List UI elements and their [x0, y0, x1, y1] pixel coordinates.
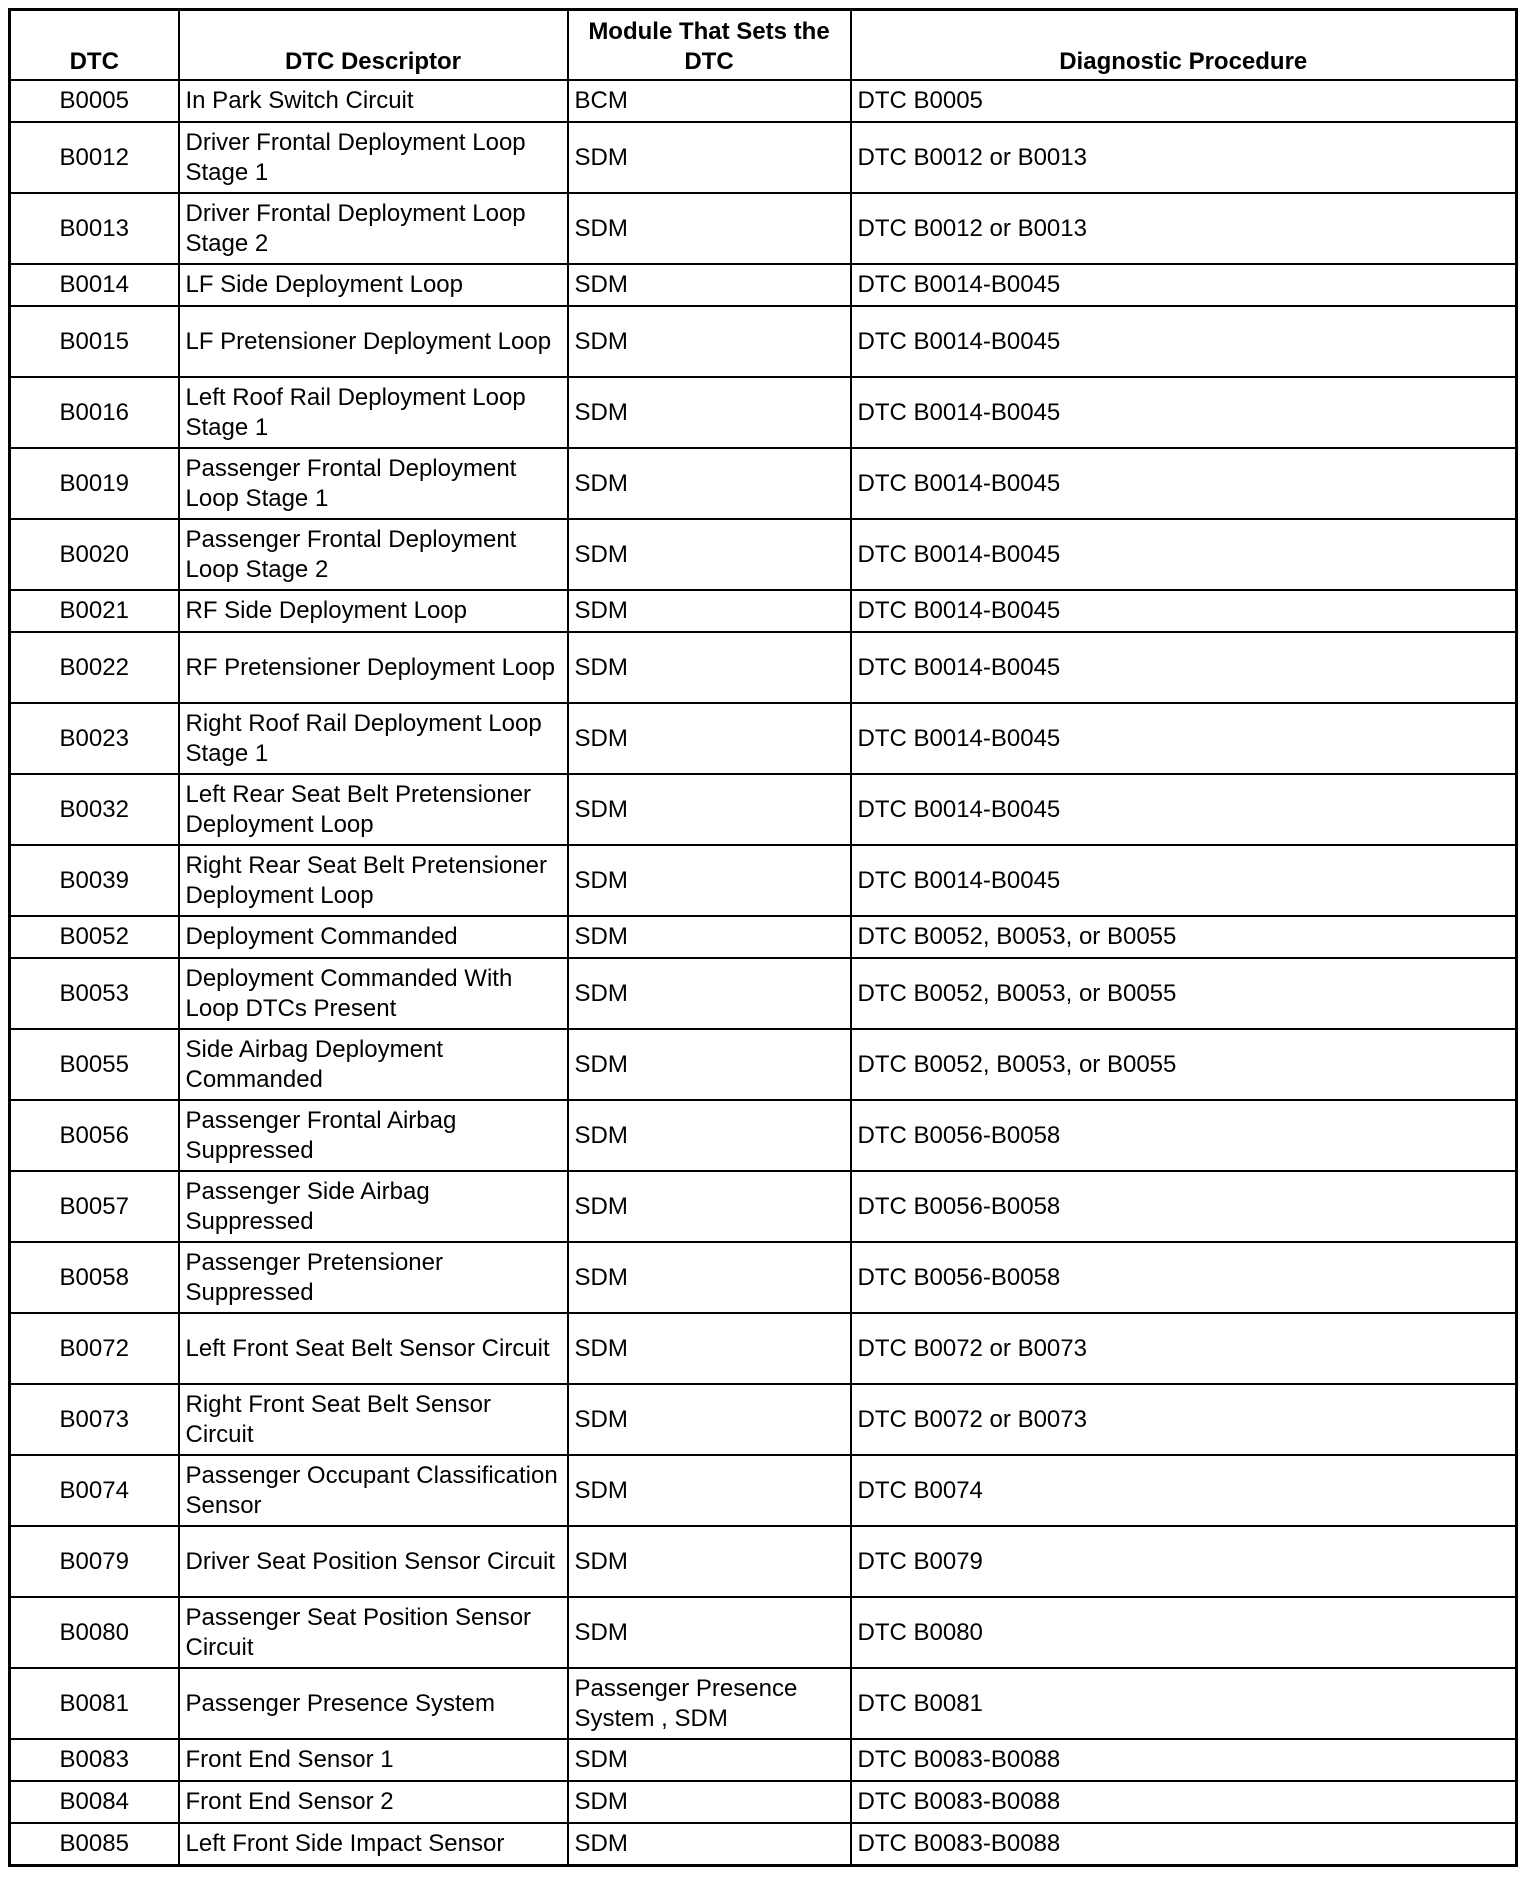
dtc-cell: B0012 [10, 122, 179, 193]
procedure-cell: DTC B0052, B0053, or B0055 [851, 1029, 1517, 1100]
module-cell: Passenger Presence System , SDM [568, 1668, 851, 1739]
descriptor-cell: Passenger Presence System [179, 1668, 568, 1739]
descriptor-cell: Passenger Frontal Deployment Loop Stage 2 [179, 519, 568, 590]
descriptor-cell: Side Airbag Deployment Commanded [179, 1029, 568, 1100]
table-row [10, 958, 1517, 1029]
header-procedure: Diagnostic Procedure [851, 10, 1517, 81]
dtc-table [8, 8, 1518, 1867]
table-row [10, 80, 1517, 122]
table-row [10, 1100, 1517, 1171]
module-cell: SDM [568, 703, 851, 774]
module-cell: SDM [568, 774, 851, 845]
procedure-cell: DTC B0083-B0088 [851, 1781, 1517, 1823]
module-cell: SDM [568, 377, 851, 448]
table-row [10, 1171, 1517, 1242]
procedure-cell: DTC B0083-B0088 [851, 1823, 1517, 1866]
module-cell: SDM [568, 1029, 851, 1100]
procedure-cell: DTC B0012 or B0013 [851, 122, 1517, 193]
procedure-cell: DTC B0014-B0045 [851, 703, 1517, 774]
module-cell: SDM [568, 122, 851, 193]
dtc-cell: B0052 [10, 916, 179, 958]
procedure-cell: DTC B0072 or B0073 [851, 1384, 1517, 1455]
procedure-cell: DTC B0014-B0045 [851, 774, 1517, 845]
table-row [10, 1313, 1517, 1384]
header-dtc: DTC [10, 10, 179, 81]
descriptor-cell: LF Side Deployment Loop [179, 264, 568, 306]
descriptor-cell: Front End Sensor 2 [179, 1781, 568, 1823]
descriptor-cell: Right Roof Rail Deployment Loop Stage 1 [179, 703, 568, 774]
procedure-cell: DTC B0014-B0045 [851, 845, 1517, 916]
dtc-cell: B0023 [10, 703, 179, 774]
procedure-cell: DTC B0014-B0045 [851, 590, 1517, 632]
dtc-cell: B0085 [10, 1823, 179, 1866]
table-row [10, 590, 1517, 632]
procedure-cell: DTC B0052, B0053, or B0055 [851, 958, 1517, 1029]
descriptor-cell: Left Front Side Impact Sensor [179, 1823, 568, 1866]
procedure-cell: DTC B0052, B0053, or B0055 [851, 916, 1517, 958]
descriptor-cell: Left Front Seat Belt Sensor Circuit [179, 1313, 568, 1384]
module-cell: SDM [568, 1313, 851, 1384]
dtc-cell: B0014 [10, 264, 179, 306]
descriptor-cell: Driver Frontal Deployment Loop Stage 2 [179, 193, 568, 264]
table-row [10, 1823, 1517, 1866]
table-row [10, 122, 1517, 193]
table-row [10, 1455, 1517, 1526]
module-cell: SDM [568, 193, 851, 264]
descriptor-cell: Driver Seat Position Sensor Circuit [179, 1526, 568, 1597]
header-row [10, 10, 1517, 81]
table-row [10, 632, 1517, 703]
dtc-cell: B0005 [10, 80, 179, 122]
module-cell: SDM [568, 1242, 851, 1313]
descriptor-cell: Driver Frontal Deployment Loop Stage 1 [179, 122, 568, 193]
dtc-cell: B0080 [10, 1597, 179, 1668]
procedure-cell: DTC B0014-B0045 [851, 632, 1517, 703]
dtc-cell: B0058 [10, 1242, 179, 1313]
procedure-cell: DTC B0072 or B0073 [851, 1313, 1517, 1384]
dtc-cell: B0081 [10, 1668, 179, 1739]
dtc-cell: B0053 [10, 958, 179, 1029]
table-row [10, 774, 1517, 845]
dtc-cell: B0013 [10, 193, 179, 264]
module-cell: SDM [568, 1526, 851, 1597]
dtc-cell: B0079 [10, 1526, 179, 1597]
module-cell: SDM [568, 632, 851, 703]
procedure-cell: DTC B0056-B0058 [851, 1242, 1517, 1313]
dtc-cell: B0022 [10, 632, 179, 703]
module-cell: SDM [568, 590, 851, 632]
procedure-cell: DTC B0014-B0045 [851, 306, 1517, 377]
procedure-cell: DTC B0014-B0045 [851, 264, 1517, 306]
table-row [10, 916, 1517, 958]
table-row [10, 264, 1517, 306]
table-row [10, 306, 1517, 377]
table-row [10, 1739, 1517, 1781]
dtc-cell: B0020 [10, 519, 179, 590]
module-cell: SDM [568, 1597, 851, 1668]
procedure-cell: DTC B0014-B0045 [851, 519, 1517, 590]
table-row [10, 845, 1517, 916]
dtc-cell: B0032 [10, 774, 179, 845]
table-row [10, 1526, 1517, 1597]
dtc-cell: B0019 [10, 448, 179, 519]
procedure-cell: DTC B0014-B0045 [851, 377, 1517, 448]
module-cell: SDM [568, 448, 851, 519]
module-cell: SDM [568, 1781, 851, 1823]
descriptor-cell: Passenger Pretensioner Suppressed [179, 1242, 568, 1313]
module-cell: SDM [568, 306, 851, 377]
descriptor-cell: Right Front Seat Belt Sensor Circuit [179, 1384, 568, 1455]
table-row [10, 519, 1517, 590]
table-row [10, 448, 1517, 519]
procedure-cell: DTC B0056-B0058 [851, 1171, 1517, 1242]
dtc-cell: B0072 [10, 1313, 179, 1384]
descriptor-cell: Left Roof Rail Deployment Loop Stage 1 [179, 377, 568, 448]
module-cell: SDM [568, 1823, 851, 1866]
descriptor-cell: Passenger Occupant Classification Sensor [179, 1455, 568, 1526]
module-cell: SDM [568, 519, 851, 590]
descriptor-cell: Left Rear Seat Belt Pretensioner Deployment Loop [179, 774, 568, 845]
dtc-cell: B0084 [10, 1781, 179, 1823]
dtc-cell: B0056 [10, 1100, 179, 1171]
table-row [10, 1781, 1517, 1823]
descriptor-cell: LF Pretensioner Deployment Loop [179, 306, 568, 377]
module-cell: SDM [568, 1739, 851, 1781]
table-row [10, 703, 1517, 774]
procedure-cell: DTC B0056-B0058 [851, 1100, 1517, 1171]
dtc-cell: B0021 [10, 590, 179, 632]
descriptor-cell: Passenger Side Airbag Suppressed [179, 1171, 568, 1242]
table-row [10, 193, 1517, 264]
table-row [10, 1597, 1517, 1668]
table-row [10, 1668, 1517, 1739]
module-cell: SDM [568, 1100, 851, 1171]
descriptor-cell: Front End Sensor 1 [179, 1739, 568, 1781]
procedure-cell: DTC B0081 [851, 1668, 1517, 1739]
descriptor-cell: RF Pretensioner Deployment Loop [179, 632, 568, 703]
descriptor-cell: Deployment Commanded [179, 916, 568, 958]
descriptor-cell: Deployment Commanded With Loop DTCs Present [179, 958, 568, 1029]
header-descriptor: DTC Descriptor [179, 10, 568, 81]
descriptor-cell: Passenger Frontal Deployment Loop Stage 1 [179, 448, 568, 519]
module-cell: SDM [568, 916, 851, 958]
procedure-cell: DTC B0083-B0088 [851, 1739, 1517, 1781]
table-row [10, 1242, 1517, 1313]
dtc-cell: B0016 [10, 377, 179, 448]
table-row [10, 377, 1517, 448]
module-cell: SDM [568, 958, 851, 1029]
module-cell: BCM [568, 80, 851, 122]
descriptor-cell: RF Side Deployment Loop [179, 590, 568, 632]
module-cell: SDM [568, 264, 851, 306]
module-cell: SDM [568, 1455, 851, 1526]
procedure-cell: DTC B0074 [851, 1455, 1517, 1526]
dtc-cell: B0015 [10, 306, 179, 377]
table-row [10, 1384, 1517, 1455]
dtc-cell: B0073 [10, 1384, 179, 1455]
procedure-cell: DTC B0012 or B0013 [851, 193, 1517, 264]
dtc-cell: B0055 [10, 1029, 179, 1100]
dtc-cell: B0057 [10, 1171, 179, 1242]
procedure-cell: DTC B0079 [851, 1526, 1517, 1597]
descriptor-cell: Passenger Frontal Airbag Suppressed [179, 1100, 568, 1171]
table-row [10, 1029, 1517, 1100]
procedure-cell: DTC B0005 [851, 80, 1517, 122]
module-cell: SDM [568, 1171, 851, 1242]
descriptor-cell: Right Rear Seat Belt Pretensioner Deployment Loop [179, 845, 568, 916]
descriptor-cell: In Park Switch Circuit [179, 80, 568, 122]
module-cell: SDM [568, 845, 851, 916]
procedure-cell: DTC B0080 [851, 1597, 1517, 1668]
dtc-cell: B0039 [10, 845, 179, 916]
descriptor-cell: Passenger Seat Position Sensor Circuit [179, 1597, 568, 1668]
procedure-cell: DTC B0014-B0045 [851, 448, 1517, 519]
header-module: Module That Sets the DTC [568, 10, 851, 81]
dtc-cell: B0074 [10, 1455, 179, 1526]
module-cell: SDM [568, 1384, 851, 1455]
dtc-cell: B0083 [10, 1739, 179, 1781]
